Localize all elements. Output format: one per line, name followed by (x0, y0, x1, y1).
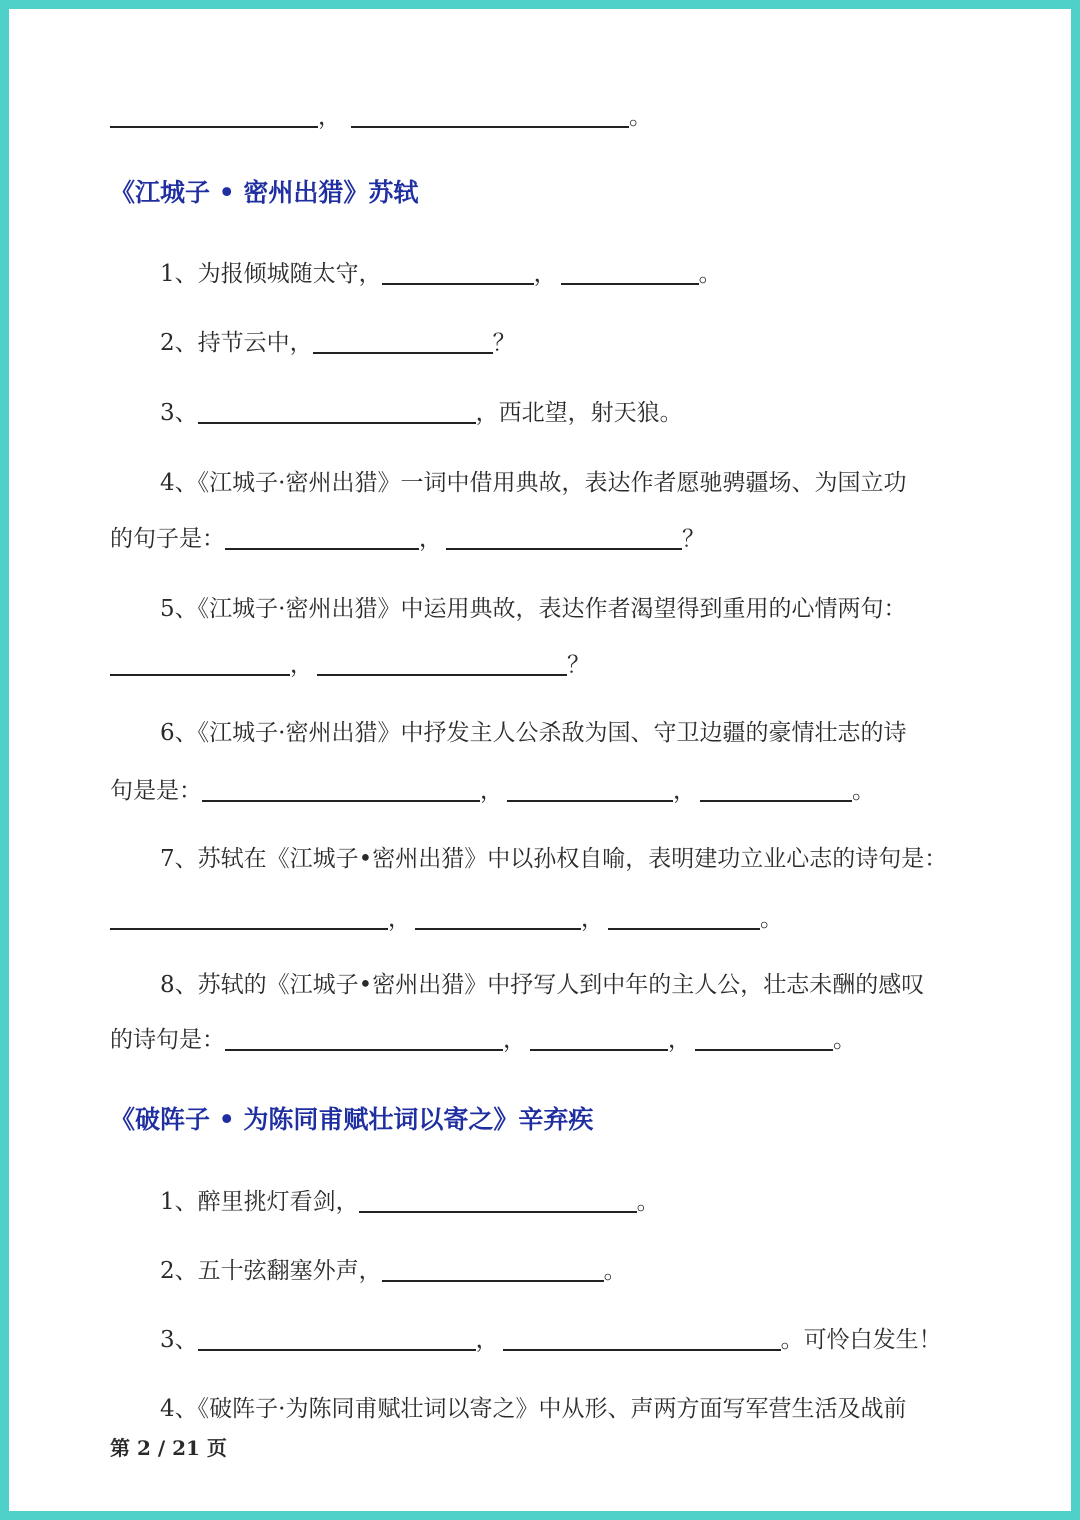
answer-blank[interactable] (313, 326, 493, 354)
answer-line-top: ， 。 (110, 100, 970, 134)
answer-blank[interactable] (359, 1185, 637, 1213)
answer-blank[interactable] (415, 902, 581, 930)
answer-blank[interactable] (110, 902, 388, 930)
question-6-cont: 句是是： ， ， 。 (110, 774, 970, 808)
question-5-cont: ， ？ (110, 648, 970, 682)
question-6: 6、《江城子·密州出猎》中抒发主人公杀敌为国、守卫边疆的豪情壮志的诗 (160, 720, 907, 746)
question-4: 4、《江城子·密州出猎》一词中借用典故，表达作者愿驰骋疆场、为国立功 (160, 470, 907, 496)
question-7: 7、苏轼在《江城子•密州出猎》中以孙权自喻，表明建功立业心志的诗句是： (160, 846, 948, 872)
answer-blank[interactable] (382, 257, 534, 285)
section-heading-jiangchengzi: 《江城子 • 密州出猎》苏轼 (110, 178, 419, 207)
section-heading-pozhenzi: 《破阵子 • 为陈同甫赋壮词以寄之》辛弃疾 (110, 1105, 594, 1134)
answer-blank[interactable] (446, 522, 682, 550)
answer-blank[interactable] (700, 774, 852, 802)
question-3: 3、 ， 。可怜白发生！ (160, 1323, 970, 1357)
question-4: 4、《破阵子·为陈同甫赋壮词以寄之》中从形、声两方面写军营生活及战前 (160, 1396, 907, 1422)
answer-blank[interactable] (608, 902, 760, 930)
question-8-cont: 的诗句是： ， ， 。 (110, 1023, 970, 1057)
answer-blank[interactable] (110, 100, 318, 128)
answer-blank[interactable] (110, 648, 290, 676)
answer-blank[interactable] (382, 1254, 604, 1282)
answer-blank[interactable] (225, 522, 419, 550)
question-1: 1、醉里挑灯看剑， 。 (160, 1185, 970, 1219)
answer-blank[interactable] (503, 1323, 781, 1351)
question-7-cont: ， ， 。 (110, 902, 970, 936)
question-3: 3、 ，西北望，射天狼。 (160, 396, 970, 430)
question-2: 2、持节云中， ？ (160, 326, 970, 360)
question-4-cont: 的句子是： ， ？ (110, 522, 970, 556)
question-2: 2、五十弦翻塞外声， 。 (160, 1254, 970, 1288)
answer-blank[interactable] (695, 1023, 833, 1051)
page-number: 第 2 / 21 页 (110, 1436, 227, 1460)
answer-blank[interactable] (561, 257, 699, 285)
answer-blank[interactable] (202, 774, 480, 802)
question-1: 1、为报倾城随太守， ， 。 (160, 257, 970, 291)
answer-blank[interactable] (198, 396, 476, 424)
answer-blank[interactable] (198, 1323, 476, 1351)
question-8: 8、苏轼的《江城子•密州出猎》中抒写人到中年的主人公，壮志未酬的感叹 (160, 972, 925, 998)
answer-blank[interactable] (317, 648, 567, 676)
answer-blank[interactable] (530, 1023, 668, 1051)
question-5: 5、《江城子·密州出猎》中运用典故，表达作者渴望得到重用的心情两句： (160, 596, 907, 622)
answer-blank[interactable] (507, 774, 673, 802)
answer-blank[interactable] (225, 1023, 503, 1051)
answer-blank[interactable] (351, 100, 629, 128)
